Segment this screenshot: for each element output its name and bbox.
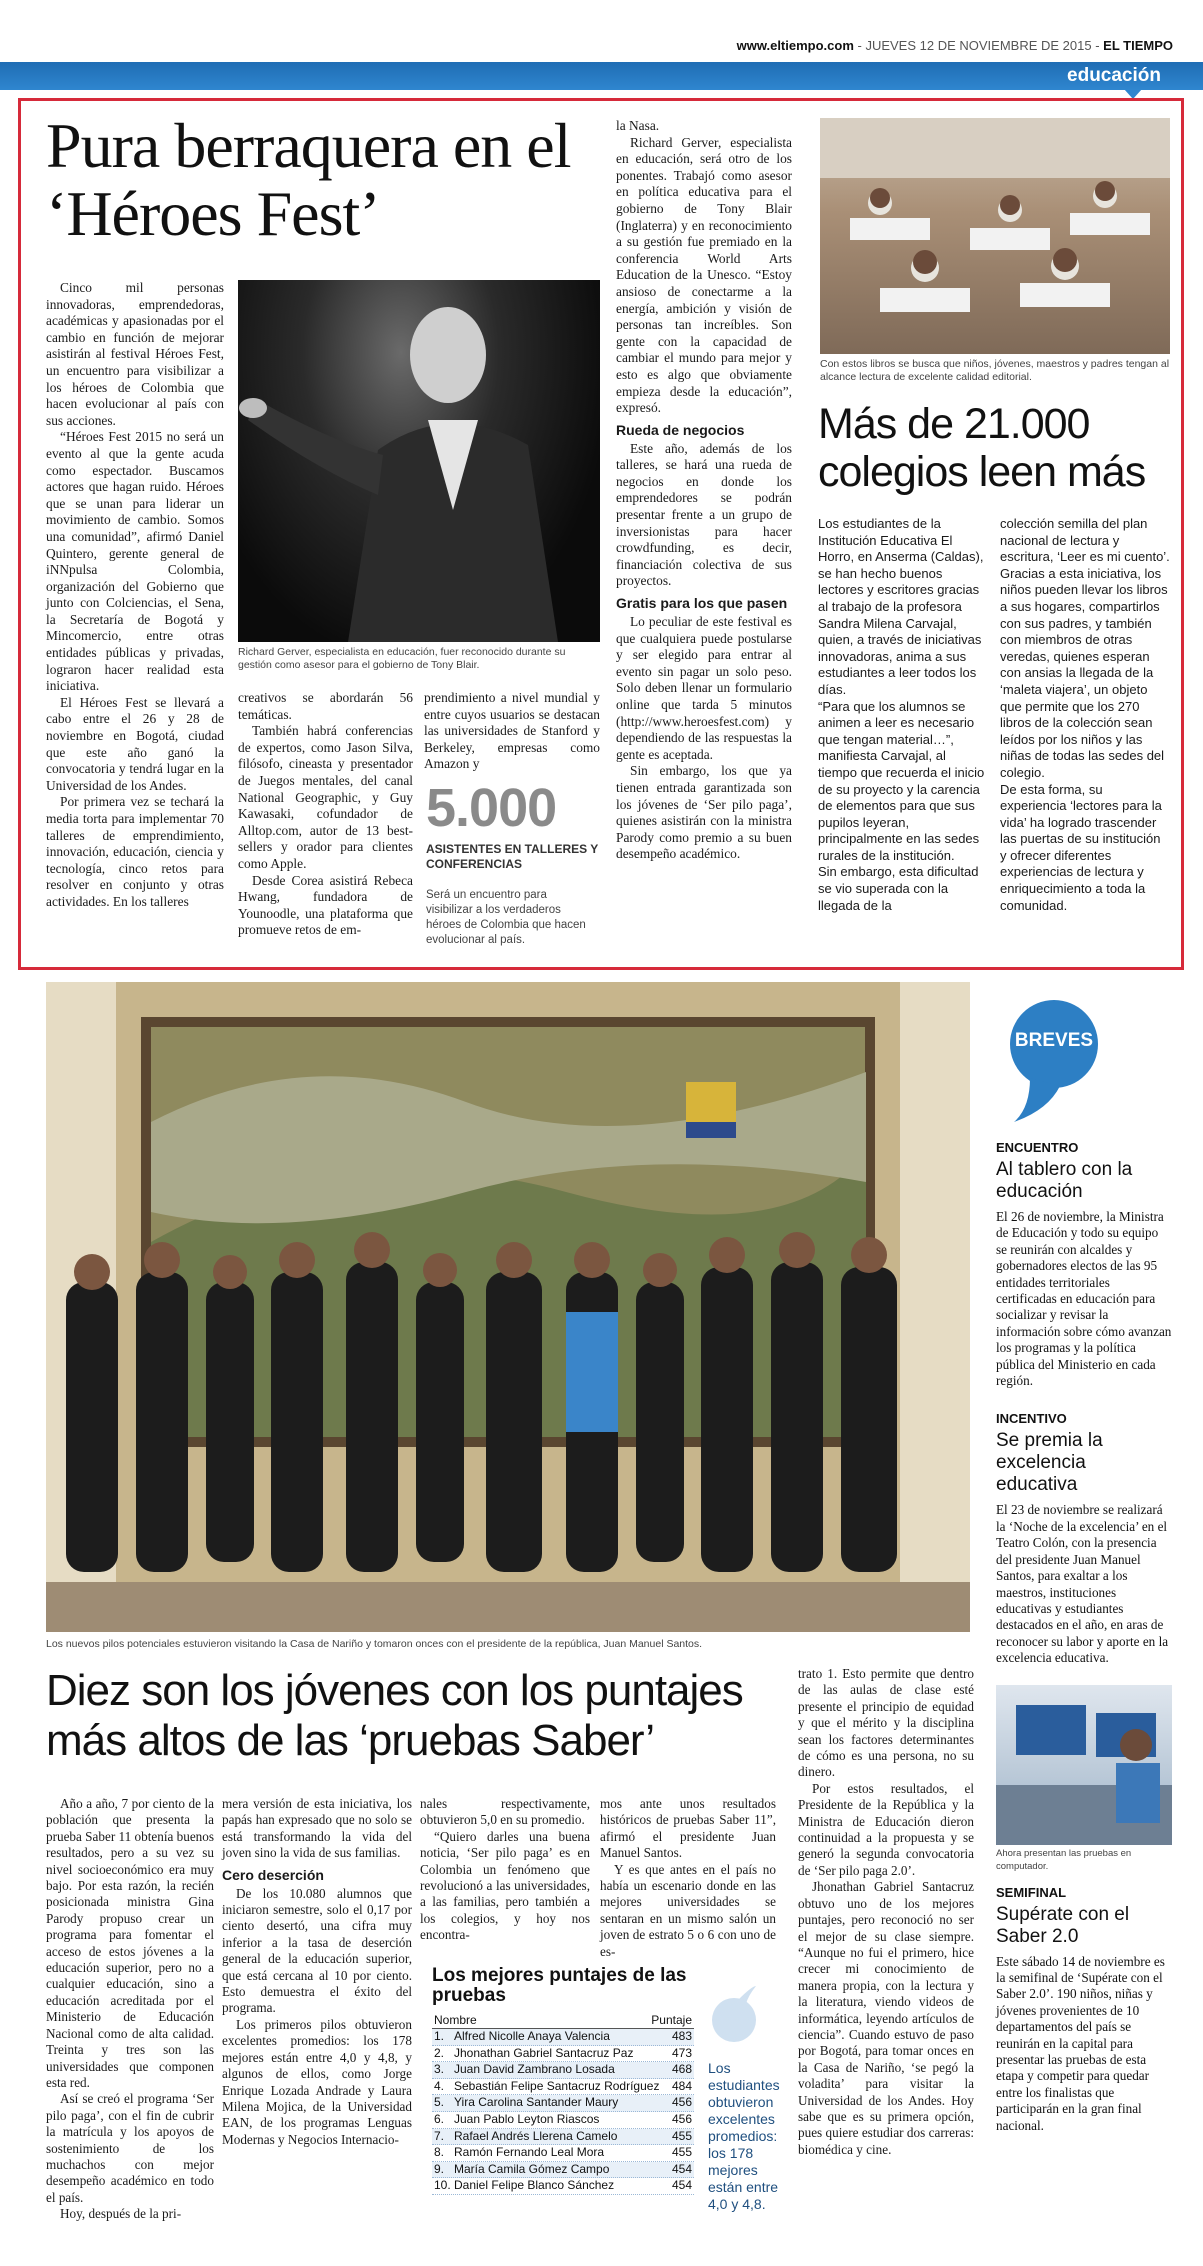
saber-col-4: mos ante unos resultados históricos de pruebas Saber 11”, afirmó el presidente Juan Manuel Santos. Y es que antes en el país no había un escenario donde en las mejores universidades se sentaran en un mismo salón un joven de estrato 5 o 6 con uno de es- xyxy=(600,1796,776,1959)
brief-body: Este sábado 14 de noviembre es la semifinal de ‘Supérate con el Saber 2.0’. 190 niños, niñas y jóvenes provenientes de 10 departamentos del país se reunirán en la capital para presentar las pruebas de esta etapa y competir para quedar entre los finalistas que participarán en la gran final nacional. xyxy=(996,1953,1165,2133)
table-row xyxy=(432,2029,694,2046)
speaker-photo-caption: Richard Gerver, especialista en educación, fuer reconocido durante su gestión como asesor para el gobierno de Tony Blair. xyxy=(238,646,566,671)
breves-badge xyxy=(1008,998,1100,1126)
subhead-cero-desercion: Cero deserción xyxy=(222,1866,324,1883)
issue-date: JUEVES 12 DE NOVIEMBRE DE 2015 xyxy=(865,38,1092,53)
rank: 9. xyxy=(434,2161,445,2176)
student-name: Sebastián Felipe Santacruz Rodríguez xyxy=(454,2078,660,2093)
score: 473 xyxy=(671,2045,692,2060)
heroes-headline: Pura berraquera en el ‘Héroes Fest’ xyxy=(46,110,571,249)
heroes-col-1: Cinco mil personas innovadoras, emprendedoras, académicas y apasionadas por el cambio en función de mejorar asistirán al festival Héroes Fest, un encuentro para visibilizar a los héroes de Colombia que hacen evolucionar al país con sus acciones. “Héroes Fest 2015 no será un evento al que la gente acuda como espectador. Buscamos actores que hagan ruido. Héroes que se unan para liderar un movimiento de cambio. Somos una comunidad”, afirmó Daniel Quintero, gerente general de iNNpulsa Colombia, organización del Gobierno que junto con Colciencias, el Sena, la Secretaría de Bogotá y Mincomercio, entre otras entidades públicas y privadas, lograron hacer realidad esta iniciativa. El Héroes Fest se llevará a cabo entre el 26 y 28 de noviembre en Bogotá, ciudad que este año ganó la convocatoria y tendrá lugar en la Universidad de los Andes. Por primera vez se techará la media torta para implementar 70 talleres de emprendimiento, innovación, educación, ciencia y tecnología, cinco retos para resolver en conjunto y otras actividades. En los talleres xyxy=(46,280,224,909)
table-row xyxy=(432,2079,694,2096)
site-url[interactable]: www.eltiempo.com xyxy=(736,38,854,53)
table-row xyxy=(432,2145,694,2162)
table-row xyxy=(432,2112,694,2129)
rank: 10. xyxy=(434,2178,451,2193)
rank: 5. xyxy=(434,2095,445,2110)
heroes-col-2: creativos se abordarán 56 temáticas. También habrá conferencias de expertos, como Jason Silva, filósofo, cineasta y presentador de Juegos mentales, del canal National Geographic, y Guy Kawasaki, cofundador de Alltop.com, autor de 13 best-sellers y orador para clientes como Apple. Desde Corea asistirá Rebeca Hwang, fundadora de Younoodle, una plataforma que promueve retos de em- xyxy=(238,690,413,938)
masthead: www.eltiempo.com - JUEVES 12 DE NOVIEMBRE DE 2015 - EL TIEMPO xyxy=(736,38,1173,53)
table-row xyxy=(432,2062,694,2079)
rank: 8. xyxy=(434,2145,445,2160)
breves-label: BREVES xyxy=(1014,1030,1094,1051)
stat-label: ASISTENTES EN TALLERES Y CONFERENCIAS xyxy=(426,842,599,871)
saber-col-5: trato 1. Esto permite que dentro de las aulas de clase esté presente el principio de equidad y que el mérito y la disciplina sean los factores determinantes de cómo es una persona, no su dinero. Por estos resultados, el Presidente de la República y la Ministra de Educación dieron continuidad a la propuesta y se generó la segunda convocatoria de ‘Ser pilo paga 2.0’. Jhonathan Gabriel Santacruz obtuvo uno de los mejores puntajes, pero reconoció no ser el mejor de su clase siempre. “Aunque no fui el primero, hice crecer mi conocimiento de manera propia, con la lectura y la literatura, viendo videos de informática, leyendo artículos de ciencia”. Cuando estuvo de paso por Bogotá, para tomar onces en la Casa de Nariño, ‘se pegó la voladita’ para visitar la Universidad de los Andes. Hoy sabe que es su primera opción, pues quiere estudiar dos carreras: biomédica y cine. xyxy=(798,1666,974,2157)
brief-kicker: SEMIFINAL xyxy=(996,1884,1067,1900)
score: 454 xyxy=(671,2178,692,2193)
colegios-col-2: colección semilla del plan nacional de lectura y escritura, ‘Leer es mi cuento’. Gracias a esta iniciativa, los niños pueden llevar los libros a sus hogares, compartirlos con sus padres, y también con miembros de otras veredas, quienes esperan con ansias la llegada de la ‘maleta viajera’, un objeto que permite que los 270 libros de la colección sean leídos por los niños y las niñas de todas las sedes del colegio. De esta forma, su experiencia ‘lectores para la vida’ ha logrado trascender las puertas de su institución y ofrecer diferentes experiencias de lectura y enriquecimiento a toda la comunidad. xyxy=(1000,516,1170,913)
score: 468 xyxy=(671,2062,692,2077)
computer-photo-caption: Ahora presentan las pruebas en computador. xyxy=(996,1847,1132,1872)
rank: 6. xyxy=(434,2111,445,2126)
student-name: Juan Pablo Leyton Riascos xyxy=(454,2111,600,2126)
rank: 1. xyxy=(434,2029,445,2043)
saber-col-1: Año a año, 7 por ciento de la población que presenta la prueba Saber 11 obtenía buenos resultados, pero a su vez su nivel socioeconómico era muy bajo. Por esta razón, la recién posicionada ministra Gina Parody propuso crear un programa para fomentar el acceso de estos jóvenes a la educación superior, pero no a cualquier educación, sino a educación acreditada por el Ministerio de Educación Nacional como de alta calidad. Treinta y tres son las universidades que componen esta red. Así se creó el programa ‘Ser pilo paga’, con el fin de cubrir la matrícula y los apoyos de sostenimiento de los muchachos con mejor desempeño académico en todo el país. Hoy, después de la pri- xyxy=(46,1796,214,2222)
stat-number: 5.000 xyxy=(426,778,557,838)
brief-encuentro xyxy=(996,1140,1172,1389)
brief-incentivo xyxy=(996,1411,1172,1666)
student-name: Jhonathan Gabriel Santacruz Paz xyxy=(454,2045,634,2060)
score: 456 xyxy=(671,2111,692,2126)
rank: 4. xyxy=(434,2078,445,2093)
score: 484 xyxy=(671,2078,692,2093)
speech-bubble-icon xyxy=(1008,998,1100,1126)
group-photo-caption: Los nuevos pilos potenciales estuvieron visitando la Casa de Nariño y tomaron onces con el presidente de la república, Juan Manuel Santos. xyxy=(46,1638,703,1650)
brief-kicker: ENCUENTRO xyxy=(996,1140,1079,1155)
classroom-scene xyxy=(820,118,1170,354)
table-row xyxy=(432,2129,694,2146)
scores-table xyxy=(432,1966,694,2195)
brief-semifinal xyxy=(996,1885,1172,2134)
scores-table-body xyxy=(432,2029,694,2195)
rank: 2. xyxy=(434,2045,445,2060)
brief-body: El 26 de noviembre, la Ministra de Educación y todo su equipo se reunirán con alcaldes y gobernadores electos de las 95 entidades territoriales certificadas en educación para socializar y revisar la información sobre cómo avanzan los programas y la política pública del Ministerio en cada región. xyxy=(996,1209,1172,1389)
section-label: educación xyxy=(1067,65,1161,86)
student-name: Rafael Andrés Llerena Camelo xyxy=(454,2128,618,2143)
student-name: Alfred Nicolle Anaya Valencia xyxy=(454,2029,610,2043)
subhead-rueda: Rueda de negocios xyxy=(616,421,745,438)
section-bar xyxy=(0,62,1203,90)
score: 455 xyxy=(671,2145,692,2160)
table-row xyxy=(432,2046,694,2063)
brief-title: Supérate con el Saber 2.0 xyxy=(996,1903,1130,1947)
table-row xyxy=(432,2178,694,2195)
saber-col-2: mera versión de esta iniciativa, los papás han expresado que no solo se está transformando la vida del joven sino la vida de sus familias. Cero deserción De los 10.080 alumnos que iniciaron semestre, solo el 0,17 por ciento desertó, una cifra muy inferior a la tasa de deserción general de la educación superior, que está cercana al 10 por ciento. Esto demuestra el éxito del programa. Los primeros pilos obtuvieron excelentes promedios: los 178 mejores están entre 4,0 y 4,8, y algunos de ellos, como Jorge Enrique Lozada Andrade y Laura Milena Mojica, de la Universidad EAN, de los programas Lenguas Modernas y Negocios Internacio- xyxy=(222,1796,412,2147)
saber-headline: Diez son los jóvenes con los puntajes más altos de las ‘pruebas Saber’ xyxy=(46,1666,743,1765)
score: 456 xyxy=(671,2095,692,2110)
pull-quote: Los estudiantes obtuvieron excelentes promedios: los 178 mejores están entre 4,0 y 4,8. xyxy=(708,2060,780,2212)
classroom-photo-caption: Con estos libros se busca que niños, jóvenes, maestros y padres tengan al alcance lectura de excelente calidad editorial. xyxy=(820,358,1170,383)
rank: 7. xyxy=(434,2128,445,2143)
score: 455 xyxy=(671,2128,692,2143)
computer-scene xyxy=(996,1685,1172,1845)
classroom-photo xyxy=(820,118,1170,354)
paper-name: EL TIEMPO xyxy=(1103,38,1173,53)
scores-table-title: Los mejores puntajes de las pruebas xyxy=(432,1965,687,2006)
group-photo-scene xyxy=(46,982,970,1632)
heroes-col-3: prendimiento a nivel mundial y entre cuyos usuarios se destacan las universidades de Stanford y Berkeley, empresas como Amazon y xyxy=(424,690,600,772)
stat-note: Será un encuentro para visibilizar a los verdaderos héroes de Colombia que hacen evolucionar al país. xyxy=(426,889,586,946)
student-name: Juan David Zambrano Losada xyxy=(454,2062,615,2077)
table-row xyxy=(432,2095,694,2112)
brief-title: Se premia la excelencia educativa xyxy=(996,1430,1103,1496)
saber-col-3: nales respectivamente, obtuvieron 5,0 en su promedio. “Quiero darles una buena noticia, ‘Ser pilo paga’ es en Colombia un fenómeno que revolucionó a las universidades, a las familias, pero también a los colegios, y hoy nos encontra- xyxy=(420,1796,590,1943)
brief-title: Al tablero con la educación xyxy=(996,1159,1133,1202)
colegios-headline: Más de 21.000 colegios leen más xyxy=(818,400,1146,496)
heroes-col-4: la Nasa. Richard Gerver, especialista en educación, será otro de los ponentes. Trabajó como asesor en política educativa para el gobierno de Tony Blair (Inglaterra) y en reconocimiento a su gestión fue premiado en la conferencia World Arts Education de la Unesco. “Estoy ansioso de conectarme a la energía, ambición y visión de personas tan increíbles. Son gente con la capacidad de cambiar el mundo para mejor y esto es algo que obviamente empieza desde la educación”, expresó. Rueda de negocios Este año, además de los talleres, se hará una rueda de negocios en donde los emprendedores se podrán presentar frente a un grupo de inversionistas para hacer crowdfunding, es decir, financiación colectiva de sus proyectos. Gratis para los que pasen Lo peculiar de este festival es que cualquiera puede postularse y ser elegido para entrar al evento sin pagar un solo peso. Solo deben llenar un formulario online que tarda 5 minutos (http://www.heroesfest.com) y dependiendo de las respuestas la gente es aceptada. Sin embargo, los que ya tienen entrada garantizada son los jóvenes de ‘Ser pilo paga’, quienes asistirán con la ministra Parody como premio a su buen desempeño académico. xyxy=(616,118,792,862)
student-name: Daniel Felipe Blanco Sánchez xyxy=(454,2178,615,2193)
table-row xyxy=(432,2162,694,2179)
speaker-photo xyxy=(238,280,600,642)
group-photo xyxy=(46,982,970,1632)
score: 483 xyxy=(671,2029,692,2043)
brief-body: El 23 de noviembre se realizará la ‘Noche de la excelencia’ en el Teatro Colón, con la presencia del presidente Juan Manuel Santos, para exaltar a los maestros, instituciones educativas y estudiantes destacados en el año, en aras de reconocer su labor y aporte en la excelencia educativa. xyxy=(996,1502,1169,1666)
subhead-gratis: Gratis para los que pasen xyxy=(616,595,788,612)
student-name: Ramón Fernando Leal Mora xyxy=(454,2145,605,2160)
quote-mark-icon xyxy=(708,1982,760,2046)
score: 454 xyxy=(671,2161,692,2176)
colegios-col-1: Los estudiantes de la Institución Educativa El Horro, en Anserma (Caldas), se han hecho buenos lectores y escritores gracias al trabajo de la profesora Sandra Milena Carvajal, quien, a través de iniciativas innovadoras, anima a sus estudiantes a leer todos los días. “Para que los alumnos se animen a leer es necesario que tengan material…”, manifiesta Carvajal, al tiempo que recuerda el inicio de su proyecto y la carencia de elementos para que sus pupilos leyeran, principalmente en las sedes rurales de la institución. Sin embargo, esta dificultad se vio superada con la llegada de la xyxy=(818,516,985,913)
speaker-silhouette xyxy=(238,280,600,642)
brief-kicker: INCENTIVO xyxy=(996,1411,1067,1427)
computer-photo xyxy=(996,1685,1172,1845)
student-name: María Camila Gómez Campo xyxy=(454,2161,610,2176)
student-name: Yira Carolina Santander Maury xyxy=(454,2095,619,2110)
scores-table-header: Nombre Puntaje xyxy=(434,2013,692,2027)
breves-column xyxy=(996,1140,1172,2134)
rank: 3. xyxy=(434,2062,445,2077)
